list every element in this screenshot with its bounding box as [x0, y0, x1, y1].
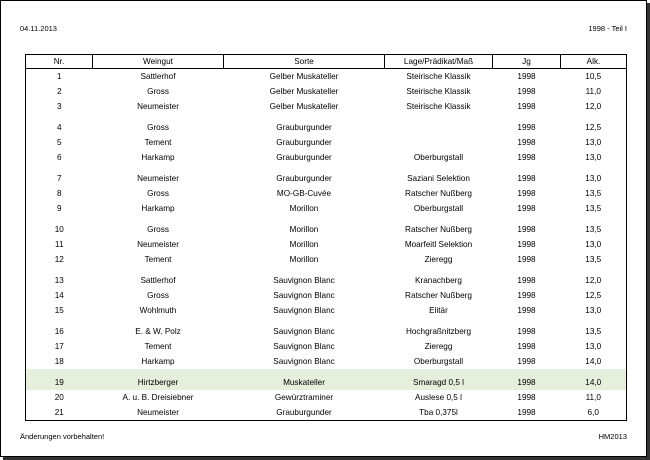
cell-sorte: Sauvignon Blanc: [273, 306, 335, 315]
cell-weingut: Gross: [147, 291, 169, 300]
table-row: [26, 99, 627, 114]
table-row: [26, 354, 627, 369]
cell-jg: 1998: [517, 255, 536, 264]
cell-nr: 10: [54, 225, 64, 234]
cell-weingut: Sattlerhof: [140, 72, 176, 81]
cell-sorte: Grauburgunder: [276, 123, 332, 132]
cell-lage: Zieregg: [424, 255, 453, 264]
cell-nr: 15: [54, 306, 64, 315]
column-header-lage: Lage/Prädikat/Maß: [385, 55, 493, 69]
cell-lage: Saziani Selektion: [407, 174, 470, 183]
cell-lage: Steirische Klassik: [406, 102, 471, 111]
cell-sorte: Morillon: [289, 225, 319, 234]
cell-nr: 19: [26, 369, 93, 390]
cell-nr: 7: [56, 174, 62, 183]
cell-jg: 1998: [517, 357, 536, 366]
cell-lage: Elitär: [429, 306, 448, 315]
cell-weingut: Tement: [144, 255, 172, 264]
table-row: [26, 288, 627, 303]
cell-lage: Zieregg: [424, 342, 453, 351]
cell-alk: 14,0: [585, 357, 602, 366]
cell-lage: Ratscher Nußberg: [405, 189, 472, 198]
cell-nr: 2: [56, 87, 62, 96]
table-row: [26, 201, 627, 216]
cell-lage: [385, 114, 493, 135]
cell-jg: 1998: [517, 153, 536, 162]
cell-jg: 1998: [517, 408, 536, 417]
table-row: [26, 84, 627, 99]
table-row: [26, 303, 627, 318]
cell-jg: 1998: [517, 342, 536, 351]
cell-weingut: Harkamp: [141, 357, 175, 366]
cell-nr: 4: [56, 123, 62, 132]
table-header-row: [26, 55, 627, 69]
cell-lage: Hochgraßnitzberg: [405, 327, 472, 336]
cell-alk: 11,0: [585, 87, 601, 96]
cell-alk: 13,0: [585, 174, 602, 183]
cell-lage: Ratscher Nußberg: [405, 291, 472, 300]
cell-weingut: A. u. B. Dreisiebner: [122, 393, 194, 402]
table-row: [26, 318, 627, 339]
cell-weingut: Gross: [147, 189, 169, 198]
cell-sorte: Sauvignon Blanc: [273, 342, 335, 351]
cell-nr: 16: [54, 327, 64, 336]
cell-jg: 1998: [517, 174, 536, 183]
cell-jg: 1998: [517, 225, 536, 234]
cell-jg: 1998: [517, 72, 536, 81]
cell-weingut: Gross: [147, 123, 169, 132]
cell-jg: 1998: [517, 87, 536, 96]
cell-sorte: Grauburgunder: [276, 138, 332, 147]
cell-nr: 20: [54, 393, 64, 402]
cell-lage: Tba 0,375l: [419, 408, 458, 417]
table-row: [26, 150, 627, 165]
cell-alk: 13,5: [585, 327, 602, 336]
cell-jg: 1998: [517, 393, 536, 402]
cell-lage: Oberburgstall: [413, 153, 464, 162]
cell-weingut: E. & W. Polz: [135, 327, 181, 336]
cell-alk: 10,5: [585, 72, 602, 81]
cell-weingut: Neumeister: [137, 408, 179, 417]
table-row: [26, 186, 627, 201]
cell-alk: 12,5: [585, 291, 602, 300]
cell-sorte: Sauvignon Blanc: [273, 357, 335, 366]
cell-lage: Oberburgstall: [413, 357, 464, 366]
cell-alk: 13,5: [585, 189, 602, 198]
table-row: [26, 369, 627, 390]
cell-nr: 6: [56, 153, 62, 162]
cell-alk: 13,0: [585, 138, 602, 147]
cell-sorte: Grauburgunder: [276, 153, 332, 162]
column-header-weingut: Weingut: [93, 55, 224, 69]
print-date: 04.11.2013: [20, 24, 57, 33]
cell-weingut: Neumeister: [137, 240, 179, 249]
cell-alk: 13,0: [585, 342, 602, 351]
cell-sorte: Sauvignon Blanc: [273, 327, 335, 336]
column-header-jg: Jg: [493, 55, 561, 69]
table-row: [26, 69, 627, 85]
cell-lage: Kranachberg: [415, 276, 462, 285]
cell-jg: 1998: [517, 240, 536, 249]
table-row: [26, 114, 627, 135]
cell-jg: 1998: [517, 204, 536, 213]
column-header-alk: Alk.: [561, 55, 627, 69]
cell-lage: Moarfeitl Selektion: [404, 240, 473, 249]
cell-nr: 17: [54, 342, 64, 351]
cell-nr: 3: [56, 102, 62, 111]
table-row: [26, 390, 627, 405]
cell-nr: 21: [54, 408, 64, 417]
table-row: [26, 267, 627, 288]
cell-jg: 1998: [517, 102, 536, 111]
footer-note: Änderungen vorbehalten!: [20, 432, 105, 441]
cell-weingut: Wohlmuth: [139, 306, 177, 315]
cell-lage: Auslese 0,5 l: [415, 393, 462, 402]
cell-nr: 13: [54, 276, 64, 285]
cell-lage: Steirische Klassik: [406, 87, 471, 96]
cell-jg: 1998: [517, 291, 536, 300]
cell-sorte: Morillon: [289, 255, 319, 264]
cell-alk: 13,0: [585, 306, 602, 315]
cell-alk: 13,0: [585, 240, 602, 249]
table-row: [26, 135, 627, 150]
cell-alk: 14,0: [561, 369, 627, 390]
cell-jg: 1998: [517, 276, 536, 285]
cell-nr: 14: [54, 291, 64, 300]
cell-lage: Oberburgstall: [413, 204, 464, 213]
cell-alk: 12,5: [585, 123, 602, 132]
cell-nr: 11: [55, 240, 64, 249]
cell-sorte: Gelber Muskateller: [269, 72, 339, 81]
cell-sorte: Morillon: [289, 240, 319, 249]
cell-jg: 1998: [517, 123, 536, 132]
cell-jg: 1998: [517, 138, 536, 147]
cell-alk: 13,5: [585, 225, 602, 234]
cell-alk: 11,0: [585, 393, 601, 402]
cell-sorte: Grauburgunder: [276, 408, 332, 417]
cell-jg: 1998: [493, 369, 561, 390]
cell-sorte: Muskateller: [224, 369, 385, 390]
cell-nr: 5: [56, 138, 62, 147]
cell-sorte: Gelber Muskateller: [269, 102, 339, 111]
cell-weingut: Hirtzberger: [93, 369, 224, 390]
cell-nr: 18: [54, 357, 64, 366]
table-row: [26, 216, 627, 237]
document-title: 1998 - Teil I: [588, 24, 627, 33]
cell-jg: 1998: [517, 327, 536, 336]
cell-jg: 1998: [517, 189, 536, 198]
table-row: [26, 405, 627, 421]
cell-weingut: Tement: [144, 342, 172, 351]
table-row: [26, 237, 627, 252]
cell-lage: Smaragd 0,5 l: [385, 369, 493, 390]
cell-weingut: Gross: [147, 225, 169, 234]
cell-alk: 13,0: [585, 153, 602, 162]
cell-nr: 12: [54, 255, 64, 264]
cell-alk: 13,5: [585, 204, 602, 213]
cell-lage: [385, 135, 493, 150]
table-row: [26, 252, 627, 267]
column-header-nr: Nr.: [26, 55, 93, 69]
cell-alk: 13,5: [585, 255, 602, 264]
cell-lage: Steirische Klassik: [406, 72, 471, 81]
column-header-sorte: Sorte: [224, 55, 385, 69]
table-row: [26, 339, 627, 354]
cell-weingut: Harkamp: [141, 153, 175, 162]
cell-sorte: MO-GB-Cuvée: [276, 189, 332, 198]
cell-weingut: Gross: [147, 87, 169, 96]
table-row: [26, 165, 627, 186]
cell-weingut: Neumeister: [137, 102, 179, 111]
cell-weingut: Harkamp: [141, 204, 175, 213]
cell-sorte: Gewürztraminer: [274, 393, 334, 402]
cell-alk: 6,0: [587, 408, 599, 417]
cell-sorte: Gelber Muskateller: [269, 87, 339, 96]
table-body: [26, 69, 627, 421]
wine-table: [25, 54, 627, 421]
cell-nr: 9: [56, 204, 62, 213]
cell-lage: Ratscher Nußberg: [405, 225, 472, 234]
cell-weingut: Sattlerhof: [140, 276, 176, 285]
cell-jg: 1998: [517, 306, 536, 315]
cell-nr: 8: [56, 189, 62, 198]
cell-weingut: Neumeister: [137, 174, 179, 183]
footer-code: HM2013: [598, 432, 627, 441]
cell-sorte: Morillon: [289, 204, 319, 213]
cell-nr: 1: [56, 72, 62, 81]
cell-alk: 12,0: [585, 276, 602, 285]
cell-alk: 12,0: [585, 102, 602, 111]
cell-sorte: Sauvignon Blanc: [273, 291, 335, 300]
cell-weingut: Tement: [144, 138, 172, 147]
cell-sorte: Sauvignon Blanc: [273, 276, 335, 285]
cell-sorte: Grauburgunder: [276, 174, 332, 183]
